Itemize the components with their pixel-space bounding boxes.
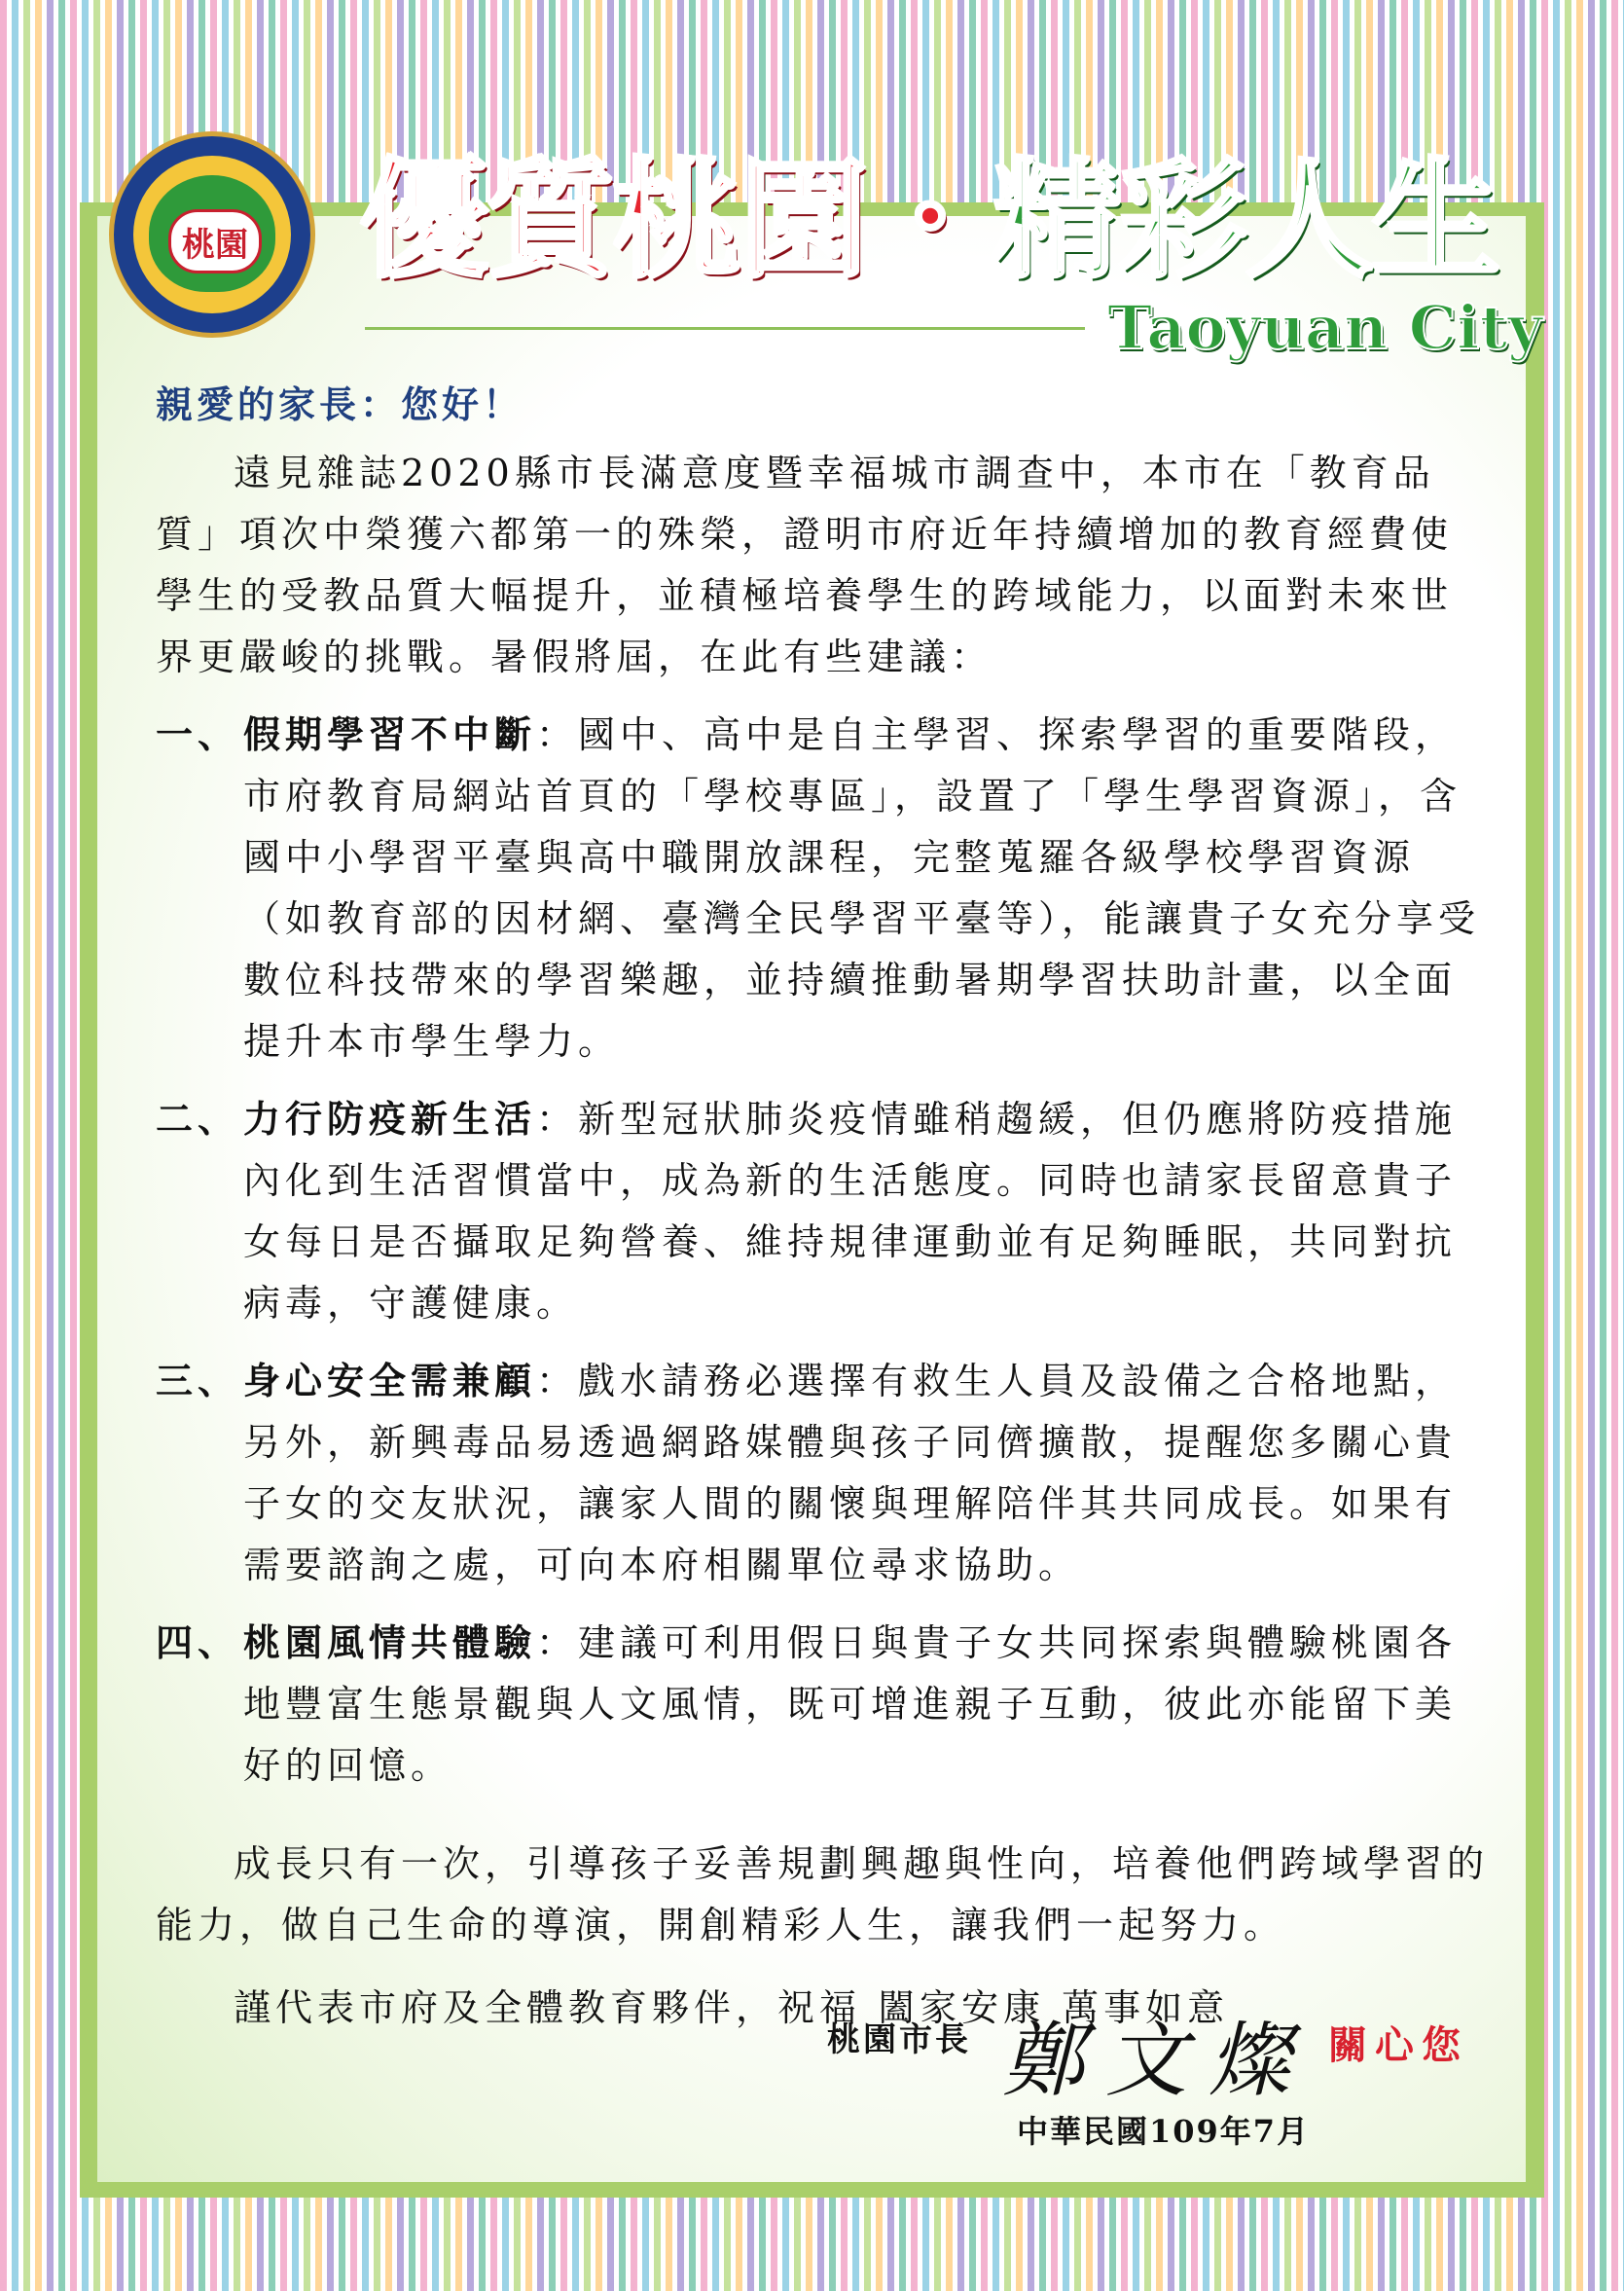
item-content: ：戲水請務必選擇有救生人員及設備之合格地點，另外，新興毒品易透過網路媒體與孩子同儕擴散，提醒您多關心貴子女的交友狀況，讓家人間的關懷與理解陪伴其共同成長。如果有需要諮詢之處，可向本府相關單位尋求協助。 [243,1360,1458,1586]
item-heading: 力行防疫新生活 [243,1097,537,1141]
item-heading: 假期學習不中斷 [243,712,537,756]
item-number: 一、 [156,712,240,756]
letter-date: 中華民國109年7月 [1017,2113,1311,2150]
item-text [243,1350,1489,1596]
list-item [156,704,1489,1073]
wishes-line: 謹代表市府及全體教育夥伴，祝福 闔家安康 萬事如意 [234,1986,1230,2029]
title-red-part: 優質桃園 [360,146,866,296]
item-text [243,1088,1489,1334]
closing-paragraph: 成長只有一次，引導孩子妥善規劃興趣與性向，培養他們跨域學習的能力，做自己生命的導演，開創精彩人生，讓我們一起努力。 [156,1842,1490,1946]
letter-body [156,443,1489,2039]
list-item [156,1612,1489,1797]
greeting: 親愛的家長：您好！ [156,382,524,426]
title-dot: ・ [866,146,992,296]
emblem-text: 桃園 [168,209,262,273]
item-number: 四、 [156,1620,240,1664]
item-number: 三、 [156,1359,240,1402]
title-divider [365,327,1085,330]
item-heading: 桃園風情共體驗 [243,1620,537,1664]
city-emblem-logo [109,131,315,338]
mayor-title: 桃園市長 [827,2020,971,2059]
item-content: ：國中、高中是自主學習、探索學習的重要階段，市府教育局網站首頁的「學校專區」，設置了「學生學習資源」，含國中小學習平臺與高中職開放課程，完整蒐羅各級學校學習資源（如教育部的因材網、臺灣全民學習平臺等），能讓貴子女充分享受數位科技帶來的學習樂趣，並持續推動暑期學習扶助計畫，以全面提升本市學生學力。 [243,713,1481,1063]
list-item [156,1088,1489,1334]
item-text [243,704,1489,1073]
list-item [156,1350,1489,1596]
item-content: ：建議可利用假日與貴子女共同探索與體驗桃園各地豐富生態景觀與人文風情，既可增進親子互動，彼此亦能留下美好的回憶。 [243,1621,1458,1787]
item-number: 二、 [156,1097,240,1141]
item-heading: 身心安全需兼顧 [243,1359,537,1402]
page-title [360,127,1498,296]
intro-paragraph: 遠見雜誌2020縣市長滿意度暨幸福城市調查中，本市在「教育品質」項次中榮獲六都第一的殊榮，證明市府近年持續增加的教育經費使學生的受教品質大幅提升，並積極培養學生的跨域能力，以面對未來世界更嚴峻的挑戰。暑假將屆，在此有些建議： [156,452,1454,678]
care-stamp: 關心您 [1328,2022,1468,2068]
item-content: ：新型冠狀肺炎疫情雖稍趨緩，但仍應將防疫措施內化到生活習慣當中，成為新的生活態度。同時也請家長留意貴子女每日是否攝取足夠營養、維持規律運動並有足夠睡眠，共同對抗病毒，守護健康。 [243,1098,1458,1325]
mayor-signature: 鄭文燦 [1002,2013,1313,2108]
item-text [243,1612,1489,1797]
title-green-part: 精彩人生 [992,146,1498,296]
city-name: Taoyuan City [1107,292,1543,363]
